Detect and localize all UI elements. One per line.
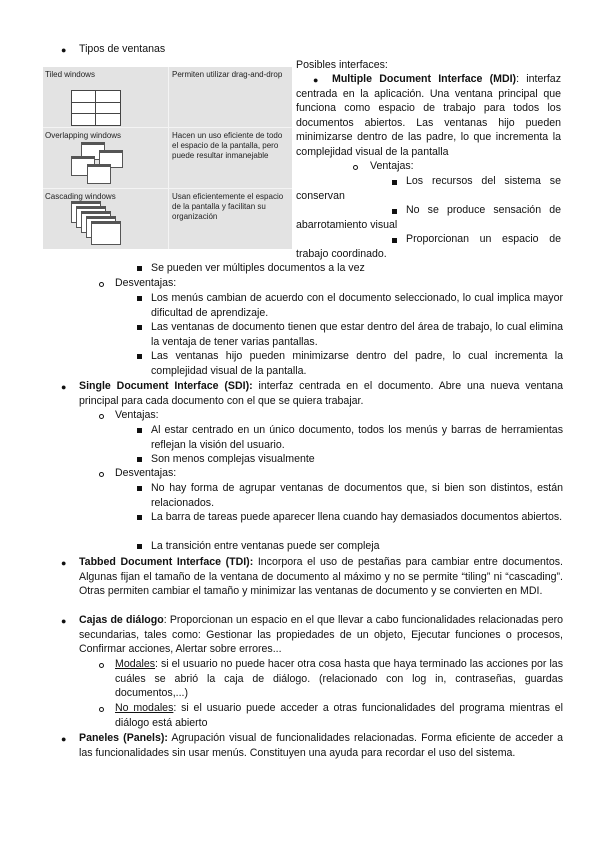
bullet-dot: ● [61, 558, 67, 568]
table-cell-name: Tiled windows [45, 70, 95, 79]
table-row [43, 67, 292, 128]
heading-tipos-ventanas: Tipos de ventanas [79, 43, 166, 55]
sdi-ventajas-label: Ventajas: [115, 409, 159, 421]
mdi-title: Multiple Document Interface (MDI) [332, 73, 517, 85]
circle-bullet [99, 472, 104, 477]
mdi-ventaja-item: Se pueden ver múltiples documentos a la vez [151, 262, 365, 274]
table-cell-desc: Hacen un uso eficiente de todo el espacio de la pantalla, pero puede resultar inmanejable [172, 131, 283, 160]
table-cell-name: Overlapping windows [45, 131, 122, 140]
modales-label: Modales [115, 658, 156, 670]
sdi-desventajas-label: Desventajas: [115, 467, 177, 479]
no-modales-label: No modales [115, 702, 174, 714]
overlapping-windows-icon [67, 142, 127, 186]
cajas-paragraph: Cajas de diálogo: Proporcionan un espacio en el que llevar a cabo funcionalidades relacionadas pero secundarias, tales como: Gestionar las propiedades de un objeto, Ejecutar funciones o procesos, Confirmar acciones, Alertar sobre errores... [79, 614, 564, 656]
mdi-desventaja-item: Las ventanas de documento tienen que estar dentro del área de trabajo, lo cual elimina la ventaja de tener varias pantallas. [151, 321, 563, 348]
sdi-desventaja-item: La barra de tareas puede aparecer llena cuando hay demasiados documentos abiertos. [151, 511, 563, 523]
square-bullet [137, 515, 142, 520]
circle-bullet [99, 707, 104, 712]
sdi-ventaja-item: Al estar centrado en un único documento, todos los menús y barras de herramientas reflejan la visión del usuario. [151, 424, 563, 451]
mdi-ventaja-item: Proporcionan un espacio de trabajo coordinado. [296, 233, 561, 260]
mdi-desventajas-label: Desventajas: [115, 277, 177, 289]
square-bullet [137, 325, 142, 330]
circle-bullet [99, 663, 104, 668]
sdi-ventaja-item: Son menos complejas visualmente [151, 453, 315, 465]
cajas-title: Cajas de diálogo [79, 614, 164, 626]
sdi-paragraph: Single Document Interface (SDI): interfaz centrada en el documento. Abre una nueva ventana principal para cada documento con el que se quiera trabajar. [79, 380, 563, 407]
table-cell-desc: Usan eficientemente el espacio de la pantalla y facilitan su organización [172, 192, 284, 221]
mdi-paragraph: Multiple Document Interface (MDI): interfaz centrada en la aplicación. Una ventana principal que funciona como espacio de trabajo para todos los documentos abiertos. Las ventanas hijo pueden minimizarse dentro de las padre, lo que incrementa la complejidad visual de la pantalla [296, 73, 561, 158]
square-bullet [137, 544, 142, 549]
bullet-dot: ● [61, 616, 67, 626]
mdi-ventaja-item: Los recursos del sistema se conservan [296, 175, 561, 202]
window-types-table [43, 67, 292, 249]
mdi-ventaja-item: No se produce sensación de abarrotamiento visual [296, 204, 561, 231]
table-row [43, 189, 292, 249]
circle-bullet [353, 165, 358, 170]
circle-bullet [99, 282, 104, 287]
tiled-windows-icon [71, 90, 121, 126]
circle-bullet [99, 414, 104, 419]
sdi-title: Single Document Interface (SDI): [79, 380, 253, 392]
square-bullet [137, 266, 142, 271]
sdi-desventaja-item: La transición entre ventanas puede ser compleja [151, 540, 380, 552]
tdi-title: Tabbed Document Interface (TDI): [79, 556, 254, 568]
bullet-dot: ● [61, 734, 67, 744]
cascading-windows-icon [71, 201, 131, 247]
sdi-desventaja-item: No hay forma de agrupar ventanas de documentos que, si bien son distintos, están relacionados. [151, 482, 563, 509]
mdi-desventaja-item: Los menús cambian de acuerdo con el documento seleccionado, lo cual implica mayor dificultad de aprendizaje. [151, 292, 563, 319]
bullet-dot: ● [61, 45, 67, 55]
mdi-ventajas-label: Ventajas: [370, 160, 414, 172]
square-bullet [137, 457, 142, 462]
table-row [43, 128, 292, 189]
mdi-desventaja-item: Las ventanas hijo pueden minimizarse dentro del padre, lo cual incrementa la complejidad visual de la pantalla. [151, 350, 563, 377]
square-bullet [137, 354, 142, 359]
square-bullet [137, 486, 142, 491]
paneles-paragraph: Paneles (Panels): Agrupación visual de funcionalidades relacionadas. Forma eficiente de acceder a las funcionalidades sin usar menús. Constituyen una ayuda para recordar el uso del sistema. [79, 732, 563, 759]
bullet-dot: ● [313, 75, 319, 85]
posibles-interfaces-label: Posibles interfaces: [296, 59, 388, 71]
paneles-title: Paneles (Panels): [79, 732, 168, 744]
tdi-paragraph: Tabbed Document Interface (TDI): Incorpora el uso de pestañas para cambiar entre documentos. Algunas fijan el tamaño de la ventana de documento al máximo y no se permite “tiling” ni “cascading”. Otras permiten cambiar el tamaño y minimizar las ventanas de documento y se convierten en MDI. [79, 556, 563, 598]
square-bullet [137, 296, 142, 301]
table-cell-name: Cascading windows [45, 192, 116, 201]
square-bullet [137, 428, 142, 433]
modales-item: Modales: si el usuario no puede hacer otra cosa hasta que haya terminado las acciones por las cuáles se abrió la caja de diálogo. (relacionado con log in, contraseñas, guardas documentos,...) [115, 658, 563, 700]
bullet-dot: ● [61, 382, 67, 392]
no-modales-item: No modales: si el usuario puede acceder a otras funcionalidades del programa mientras el diálogo está abierto [115, 702, 563, 729]
table-cell-desc: Permiten utilizar drag-and-drop [172, 70, 283, 79]
